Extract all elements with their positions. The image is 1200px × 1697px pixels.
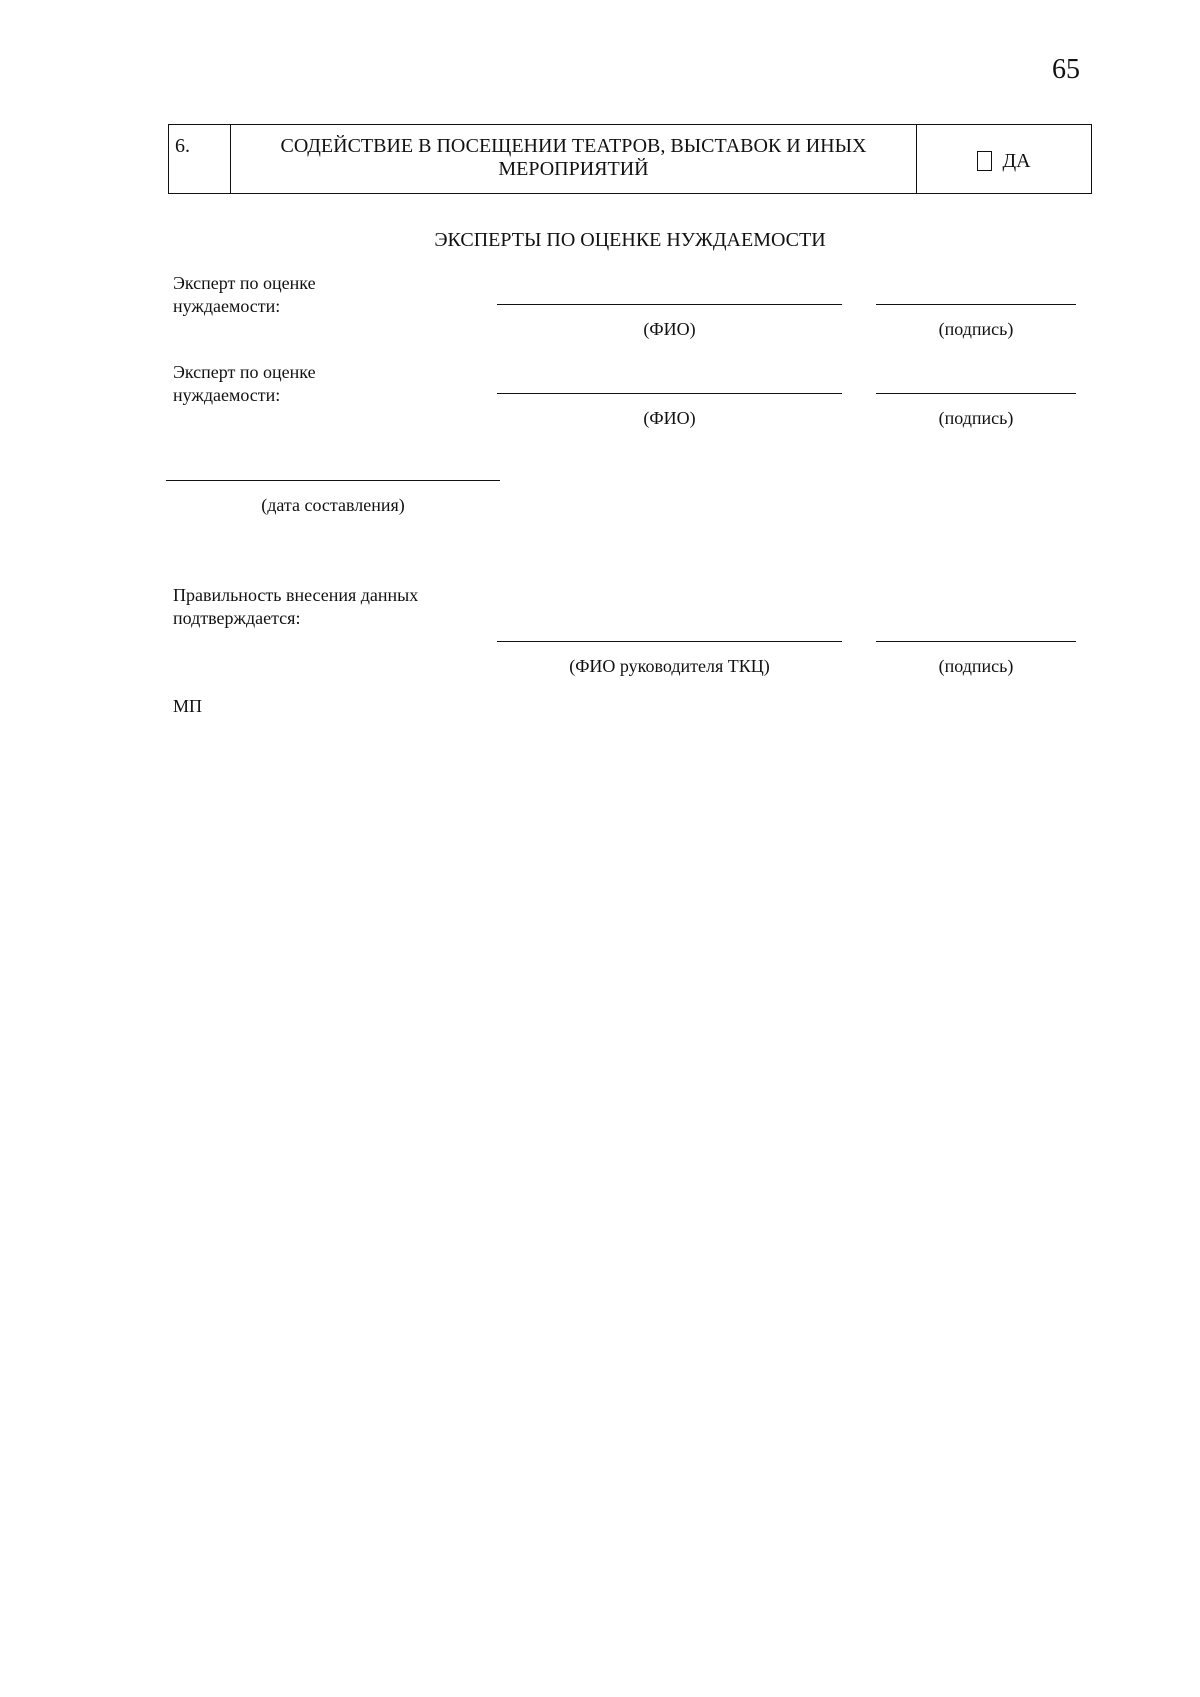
expert-1-label-line1: Эксперт по оценке [173, 273, 316, 293]
manager-signature-line[interactable] [876, 641, 1076, 642]
page-number: 65 [1052, 54, 1080, 85]
expert-1-fio-caption: (ФИО) [643, 319, 696, 339]
service-title [231, 125, 917, 193]
yes-checkbox[interactable] [977, 151, 992, 171]
expert-2-fio-caption: (ФИО) [643, 408, 696, 428]
yes-checkbox-cell[interactable] [917, 125, 1091, 193]
service-title-line1: СОДЕЙСТВИЕ В ПОСЕЩЕНИИ ТЕАТРОВ, ВЫСТАВОК И ИНЫХ [280, 135, 867, 157]
date-line[interactable] [166, 480, 500, 481]
expert-1-signature-caption: (подпись) [938, 319, 1014, 339]
yes-checkbox-label: ДА [1002, 149, 1031, 172]
expert-2-signature-line[interactable] [876, 393, 1076, 394]
service-number: 6. [169, 125, 231, 193]
expert-1-signature-line[interactable] [876, 304, 1076, 305]
expert-2-label-line1: Эксперт по оценке [173, 362, 316, 382]
expert-1-label [173, 272, 316, 318]
expert-2-signature-caption: (подпись) [938, 408, 1014, 428]
section-heading: ЭКСПЕРТЫ ПО ОЦЕНКЕ НУЖДАЕМОСТИ [434, 229, 826, 251]
expert-2-label [173, 361, 316, 407]
service-row-table [168, 124, 1092, 194]
expert-1-label-line2: нуждаемости: [173, 296, 281, 316]
confirmation-label-line2: подтверждается: [173, 608, 301, 628]
manager-fio-line[interactable] [497, 641, 842, 642]
expert-1-fio-line[interactable] [497, 304, 842, 305]
confirmation-label [173, 584, 418, 630]
confirmation-label-line1: Правильность внесения данных [173, 585, 419, 605]
service-title-line2: МЕРОПРИЯТИЙ [498, 158, 649, 180]
expert-2-fio-line[interactable] [497, 393, 842, 394]
date-caption: (дата составления) [261, 495, 405, 515]
expert-2-label-line2: нуждаемости: [173, 385, 281, 405]
stamp-label: МП [173, 696, 203, 716]
manager-fio-caption: (ФИО руководителя ТКЦ) [569, 656, 770, 676]
manager-signature-caption: (подпись) [938, 656, 1014, 676]
